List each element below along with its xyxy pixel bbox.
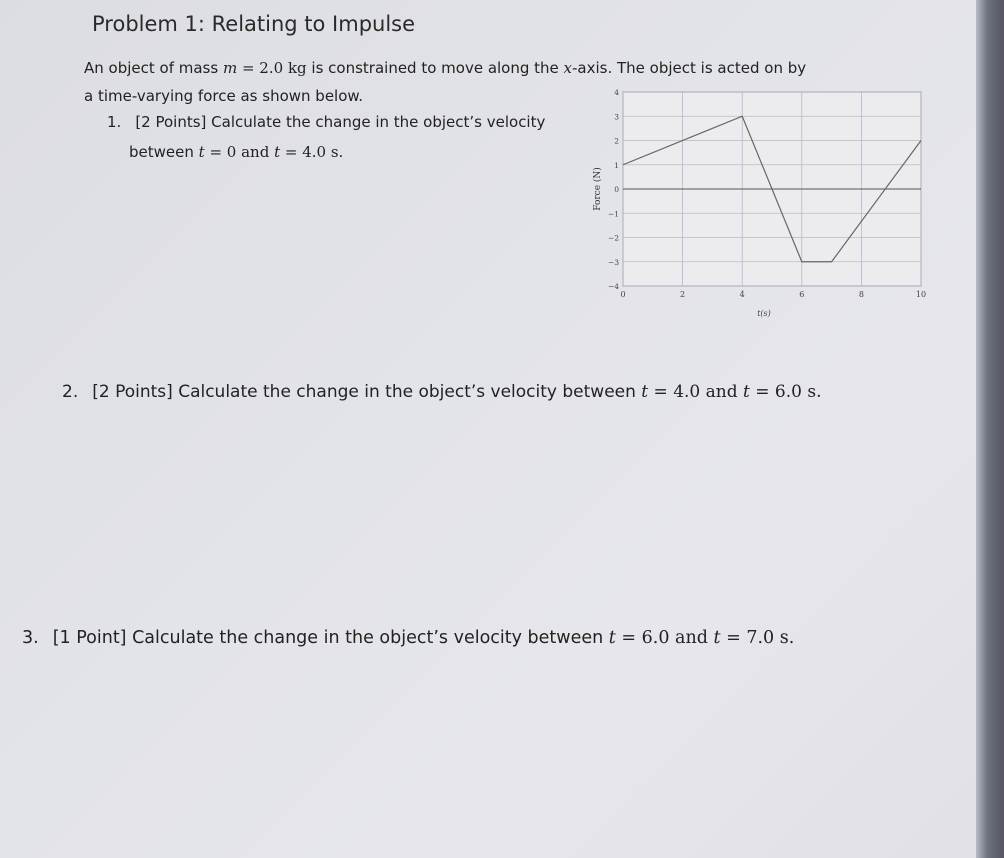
problem-intro: An object of mass m = 2.0 kg is constrained to move along the x-axis. The object is acted on by a time-varying force as shown below.: [84, 59, 807, 105]
x-tick-label: 0: [620, 290, 626, 299]
desk-edge: [976, 0, 1004, 858]
x-tick-label: 6: [799, 290, 805, 299]
problem-title: Problem 1: Relating to Impulse: [92, 12, 416, 36]
x-axis-label: t(s): [757, 309, 771, 318]
y-tick-label: 0: [614, 185, 619, 194]
x-tick-label: 4: [739, 290, 745, 299]
y-tick-label: −1: [607, 209, 619, 219]
y-tick-label: 1: [614, 160, 619, 170]
y-axis-label: Force (N): [593, 167, 603, 211]
question-2: 2. [2 Points] Calculate the change in the object’s velocity between t = 4.0 and t = 6.0 s.: [62, 382, 822, 402]
force-time-chart: [588, 86, 933, 321]
question-3: 3. [1 Point] Calculate the change in the object’s velocity between t = 6.0 and t = 7.0 s.: [22, 628, 795, 648]
question-1: 1. [2 Points] Calculate the change in the object’s velocity: [107, 113, 546, 131]
x-tick-label: 2: [680, 290, 686, 299]
y-tick-label: 2: [614, 136, 619, 146]
question-1-continued: between t = 0 and t = 4.0 s.: [129, 143, 344, 161]
x-tick-label: 8: [858, 290, 864, 299]
x-tick-label: 10: [915, 290, 927, 299]
y-tick-label: 4: [614, 88, 619, 97]
y-tick-label: 3: [614, 112, 619, 122]
y-tick-label: −3: [607, 257, 619, 267]
y-tick-label: −4: [607, 282, 619, 291]
y-tick-label: −2: [607, 233, 619, 243]
